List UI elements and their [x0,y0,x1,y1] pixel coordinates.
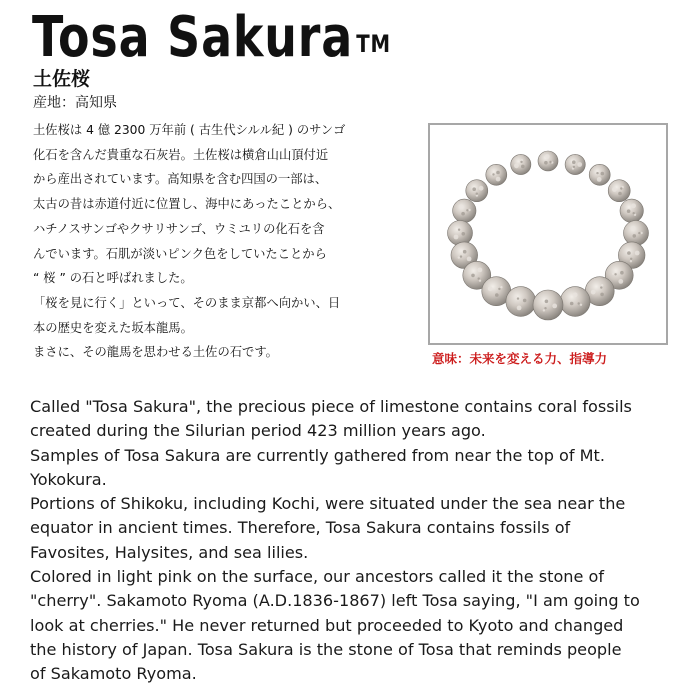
english-description [30,395,680,687]
en-line: "cherry". Sakamoto Ryoma (A.D.1836-1867) left Tosa saying, "I am going to [30,591,640,611]
jp-line: “ 桜 ” の石と呼ばれました。 [33,271,193,286]
jp-line: 「桜を見に行く」といって、そのまま京都へ向かい、日 [33,295,341,310]
bead [506,287,536,317]
en-line: look at cherries." He never returned but proceeded to Kyoto and changed [30,615,624,635]
bead [560,287,590,317]
en-line: Portions of Shikoku, including Kochi, were situated under the sea near the [30,494,626,514]
title-text: Tosa Sakura [32,5,354,70]
en-line: equator in ancient times. Therefore, Tosa Sakura contains fossils of [30,518,571,538]
jp-line: んでいます。石肌が淡いピンク色をしていたことから [33,246,327,261]
jp-line: から産出されています。高知県を含む四国の一部は、 [33,172,328,187]
jp-line: まさに、その龍馬を思わせる土佐の石です。 [33,345,278,360]
jp-line: ハチノスサンゴやクサリサンゴ、ウミユリの化石を含 [33,221,325,236]
en-line: Yokokura. [30,469,107,489]
page-title [32,6,391,70]
bead [624,221,649,246]
en-line: the history of Japan. Tosa Sakura is the stone of Tosa that reminds people [30,639,622,659]
bracelet-image [430,125,666,343]
bead [565,154,585,174]
japanese-subtitle: 土佐桜 [33,68,91,90]
bead [448,221,473,246]
japanese-description [33,118,403,365]
jp-line: 化石を含んだ貴重な石灰岩。土佐桜は横倉山山頂付近 [33,147,329,162]
origin-label: 産地：高知県 [33,95,117,111]
jp-line: 本の歴史を変えた坂本龍馬。 [33,320,193,335]
bead [589,164,610,185]
stone-meaning: 意味：未来を変える力、指導力 [432,351,608,366]
bead [608,180,630,202]
trademark-mark: TM [356,30,391,58]
bead [538,151,558,171]
bead [533,290,563,320]
bead [486,164,507,185]
bead [453,199,476,222]
bead [466,180,488,202]
jp-line: 太古の昔は赤道付近に位置し、海中にあったことから、 [33,197,341,212]
bracelet-photo [428,123,668,345]
en-line: Favosites, Halysites, and sea lilies. [30,542,309,562]
en-line: created during the Silurian period 423 million years ago. [30,421,486,441]
en-line: Called "Tosa Sakura", the precious piece of limestone contains coral fossils [30,397,632,416]
bead [620,199,643,222]
en-line: of Sakamoto Ryoma. [30,664,197,684]
en-line: Samples of Tosa Sakura are currently gathered from near the top of Mt. [30,445,605,465]
jp-line: 土佐桜は 4 億 2300 万年前 ( 古生代シルル紀 ) のサンゴ [33,123,346,137]
bead [511,154,531,174]
en-line: Colored in light pink on the surface, our ancestors called it the stone of [30,567,605,587]
